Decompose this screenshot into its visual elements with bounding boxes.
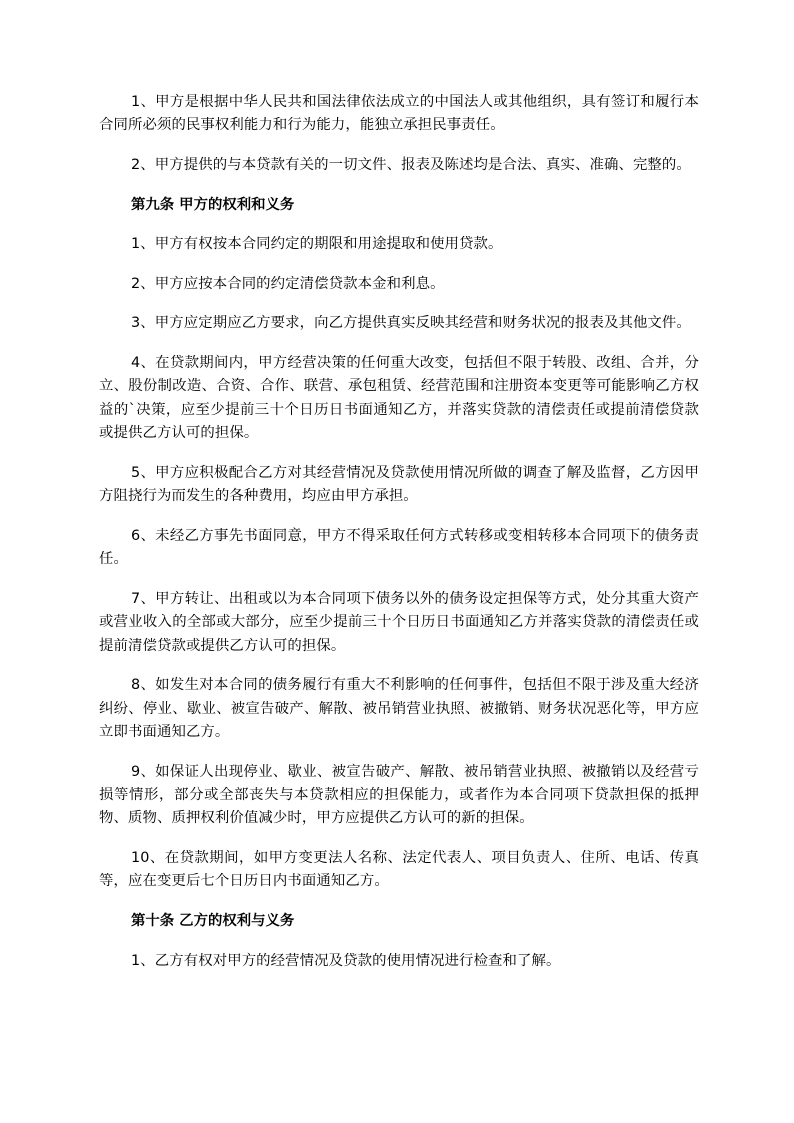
- document-body: [99, 91, 699, 989]
- clause-paragraph: 2、甲方提供的与本贷款有关的一切文件、报表及陈述均是合法、真实、准确、完整的。: [131, 157, 691, 173]
- clause-paragraph: 1、乙方有权对甲方的经营情况及贷款的使用情况进行检查和了解。: [131, 952, 561, 969]
- clause-paragraph: 10、在贷款期间，如甲方变更法人名称、法定代表人、项目负责人、住所、电话、传真等，应在变更后七个日历日内书面通知乙方。: [99, 850, 699, 890]
- clause-paragraph: 1、甲方有权按本合同约定的期限和用途提取和使用贷款。: [131, 236, 503, 253]
- article-heading: 第十条 乙方的权利与义务: [131, 913, 295, 929]
- article-heading: 第九条 甲方的权利和义务: [131, 196, 295, 213]
- clause-paragraph: 1、甲方是根据中华人民共和国法律依法成立的中国法人或其他组织，具有签订和履行本合同所必须的民事权利能力和行为能力，能独立承担民事责任。: [99, 94, 699, 134]
- clause-paragraph: 3、甲方应定期应乙方要求，向乙方提供真实反映其经营和财务状况的报表及其他文件。: [131, 315, 691, 332]
- clause-paragraph: 2、甲方应按本合同的约定清偿贷款本金和利息。: [131, 275, 445, 292]
- clause-paragraph: 6、未经乙方事先书面同意，甲方不得采取任何方式转移或变相转移本合同项下的债务责任。: [99, 527, 699, 568]
- clause-paragraph: 4、在贷款期间内，甲方经营决策的任何重大改变，包括但不限于转股、改组、合并，分立、股份制改造、合资、合作、联营、承包租赁、经营范围和注册资本变更等可能影响乙方权益的`决策，应至少提前三十个日历日书面通知乙方，并落实贷款的清偿责任或提前清偿贷款或提供乙方认可的担保。: [99, 354, 699, 442]
- clause-paragraph: 7、甲方转让、出租或以为本合同项下债务以外的债务设定担保等方式，处分其重大资产或营业收入的全部或大部分，应至少提前三十个日历日书面通知乙方并落实贷款的清偿责任或提前清偿贷款或提供乙方认可的担保。: [99, 590, 699, 654]
- clause-paragraph: 5、甲方应积极配合乙方对其经营情况及贷款使用情况所做的调查了解及监督，乙方因甲方阻挠行为而发生的各种费用，均应由甲方承担。: [99, 464, 699, 505]
- clause-paragraph: 8、如发生对本合同的债务履行有重大不利影响的任何事件，包括但不限于涉及重大经济纠纷、停业、歇业、被宣告破产、解散、被吊销营业执照、被撤销、财务状况恶化等，甲方应立即书面通知乙方。: [99, 677, 699, 740]
- clause-paragraph: 9、如保证人出现停业、歇业、被宣告破产、解散、被吊销营业执照、被撤销以及经营亏损等情形，部分或全部丧失与本贷款相应的担保能力，或者作为本合同项下贷款担保的抵押物、质物、质押权利价值减少时，甲方应提供乙方认可的新的担保。: [99, 763, 699, 827]
